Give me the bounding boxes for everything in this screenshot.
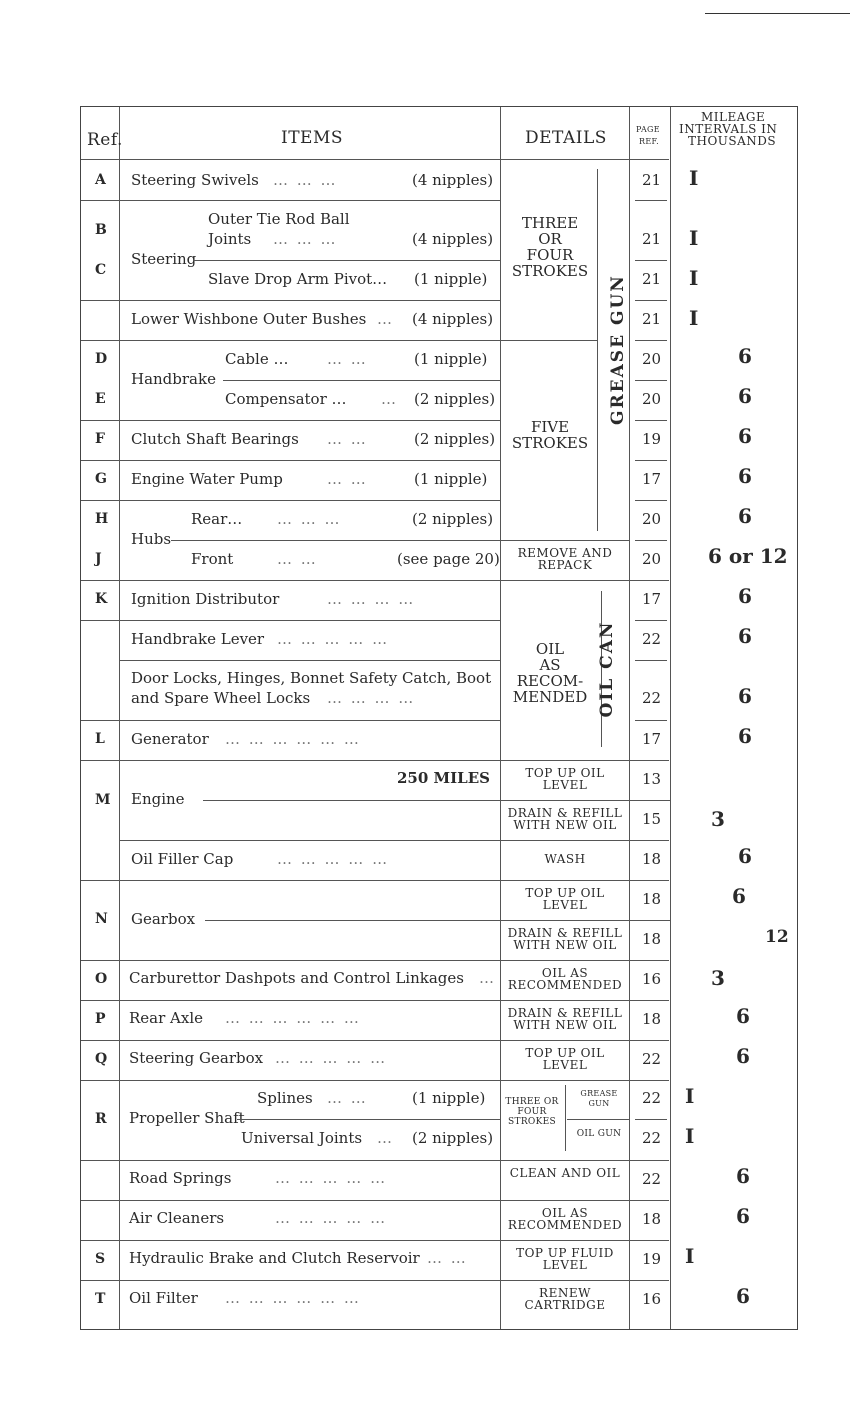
oil-can-label: OIL CAN [597, 620, 617, 718]
mileage-rs: 6 [736, 1164, 750, 1188]
ref-q: Q [95, 1051, 108, 1067]
mileage-j: 6 or 12 [708, 544, 788, 568]
ref-k: K [95, 591, 108, 607]
mileage-h: 6 [738, 504, 752, 528]
dots-hl: … … … … … [277, 630, 390, 648]
rule [203, 800, 500, 801]
item-oil-filler-cap: Oil Filler Cap [131, 850, 234, 868]
mileage-dl: 6 [738, 684, 752, 708]
page-l: 17 [642, 730, 662, 748]
page-dl: 22 [642, 689, 662, 707]
mileage-e: 6 [738, 384, 752, 408]
item-r-splines: Splines [257, 1089, 313, 1107]
ref-p: P [95, 1011, 106, 1027]
page-m-1: 13 [642, 770, 662, 788]
item-propeller-shaft: Propeller Shaft [129, 1109, 245, 1127]
ref-s: S [95, 1251, 106, 1267]
dots-l: … … … … … … [225, 730, 361, 748]
rule [567, 1119, 629, 1120]
item-p: Rear Axle [129, 1009, 204, 1027]
rule [81, 620, 500, 621]
grease-gun-bracket [597, 169, 598, 531]
header-mileage-2: INTERVALS IN [679, 122, 778, 136]
header-items: ITEMS [281, 128, 344, 148]
ref-l: L [95, 731, 105, 747]
details-r-oil-gun: OIL GUN [576, 1129, 622, 1139]
rule [635, 660, 667, 661]
mileage-a: I [689, 166, 699, 190]
item-s: Hydraulic Brake and Clutch Reservoir [129, 1249, 420, 1267]
mileage-hl: 6 [738, 624, 752, 648]
rule [81, 1200, 669, 1201]
grease-gun-label: GREASE GUN [608, 274, 628, 425]
col-divider-page [670, 107, 671, 1329]
mileage-s: I [685, 1244, 695, 1268]
rule [500, 920, 670, 921]
rule [193, 260, 500, 261]
ref-d: D [95, 351, 108, 367]
lubrication-chart-table [80, 106, 798, 1330]
item-r-universal-joints: Universal Joints [241, 1129, 363, 1147]
mileage-o: 3 [711, 966, 725, 990]
rule [635, 420, 667, 421]
dots-h: … … … [277, 510, 342, 528]
mileage-p: 6 [736, 1004, 750, 1028]
rule [635, 460, 667, 461]
qty-f: (2 nipples) [414, 430, 496, 448]
details-three-four: THREE OR FOUR STROKES [511, 214, 589, 280]
mileage-q: 6 [736, 1044, 750, 1068]
page-p: 18 [642, 1010, 662, 1028]
item-t: Oil Filter [129, 1289, 198, 1307]
rule [81, 880, 669, 881]
rule [500, 540, 629, 541]
mileage-k: 6 [738, 584, 752, 608]
rule [635, 380, 667, 381]
item-h: Rear… [191, 510, 243, 528]
item-c: Slave Drop Arm Pivot… [208, 270, 388, 288]
dots-a: … … … [273, 171, 338, 189]
qty-e: (2 nipples) [414, 390, 496, 408]
rule [635, 300, 667, 301]
item-b-2: Joints [208, 230, 252, 248]
details-five-strokes: FIVE STROKES [511, 418, 589, 452]
col-divider-ref [119, 107, 120, 1329]
dots-lw: … [377, 310, 394, 328]
details-t: RENEW CARTRIDGE [524, 1286, 606, 1312]
rule [81, 340, 500, 341]
header-page: PAGE [636, 125, 660, 134]
ref-m: M [95, 792, 111, 808]
rule [635, 340, 667, 341]
rule [81, 1000, 669, 1001]
rule [81, 460, 500, 461]
item-hubs-group: Hubs [131, 530, 172, 548]
mileage-n-1: 6 [732, 884, 746, 908]
item-l: Generator [131, 730, 209, 748]
dots-rs: … … … … … [275, 1169, 388, 1187]
item-door-locks-1: Door Locks, Hinges, Bonnet Safety Catch, Boot [131, 669, 492, 687]
details-ac: OIL AS RECOMMENDED [507, 1206, 623, 1232]
ref-b: B [95, 222, 107, 238]
ref-g: G [95, 471, 107, 487]
dots-ac: … … … … … [275, 1209, 388, 1227]
mileage-g: 6 [738, 464, 752, 488]
rule [81, 760, 669, 761]
ref-a: A [95, 172, 106, 188]
mileage-r-1: I [685, 1084, 695, 1108]
details-m-2: DRAIN & REFILL WITH NEW OIL [507, 806, 623, 832]
rule [81, 1240, 669, 1241]
rule [81, 420, 500, 421]
page-ofc: 18 [642, 850, 662, 868]
page-m-2: 15 [642, 810, 662, 828]
dots-k: … … … … [327, 590, 416, 608]
item-j: Front [191, 550, 234, 568]
page-a: 21 [642, 171, 662, 189]
qty-b: (4 nipples) [412, 230, 494, 248]
ref-t: T [95, 1291, 106, 1307]
rule [635, 500, 667, 501]
item-q: Steering Gearbox [129, 1049, 264, 1067]
item-m: Engine [131, 790, 185, 808]
header-mileage-3: THOUSANDS [688, 134, 777, 148]
ref-o: O [95, 971, 108, 987]
mileage-lw: I [689, 306, 699, 330]
item-f: Clutch Shaft Bearings [131, 430, 299, 448]
dots-e: … [381, 390, 398, 408]
mileage-d: 6 [738, 344, 752, 368]
dots-d: … … [327, 350, 368, 368]
item-a: Steering Swivels [131, 171, 259, 189]
mileage-b: I [689, 226, 699, 250]
header-ref-2: REF. [639, 137, 659, 146]
dots-s: … … [427, 1249, 468, 1267]
page-s: 19 [642, 1250, 662, 1268]
ref-n: N [95, 911, 108, 927]
page-hl: 22 [642, 630, 662, 648]
page-q: 22 [642, 1050, 662, 1068]
mileage-t: 6 [736, 1284, 750, 1308]
item-handbrake-group: Handbrake [131, 370, 216, 388]
item-road-springs: Road Springs [129, 1169, 232, 1187]
dots-j: … … [277, 550, 318, 568]
mileage-f: 6 [738, 424, 752, 448]
details-q: TOP UP OIL LEVEL [525, 1046, 605, 1072]
item-n: Gearbox [131, 910, 196, 928]
page-c: 21 [642, 270, 662, 288]
item-b-1: Outer Tie Rod Ball [208, 210, 350, 228]
rule [119, 840, 669, 841]
details-r-strokes: THREE OR FOUR STROKES [505, 1097, 559, 1127]
col-divider-details [629, 107, 630, 1329]
page-g: 17 [642, 470, 662, 488]
ref-e: E [95, 391, 106, 407]
qty-r-2: (2 nipples) [412, 1129, 494, 1147]
page-r-1: 22 [642, 1089, 662, 1107]
rule [237, 1119, 500, 1120]
rule [635, 720, 667, 721]
mileage-r-2: I [685, 1124, 695, 1148]
dots-q: … … … … … [275, 1049, 388, 1067]
rule [635, 540, 667, 541]
mileage-n-2: 12 [765, 927, 789, 947]
dots-b: … … … [273, 230, 338, 248]
item-k: Ignition Distributor [131, 590, 280, 608]
rule [81, 960, 669, 961]
rule [81, 720, 500, 721]
item-o: Carburettor Dashpots and Control Linkages [129, 969, 464, 987]
rule [635, 620, 667, 621]
rule [500, 800, 670, 801]
details-n-1: TOP UP OIL LEVEL [525, 886, 605, 912]
rule [81, 500, 500, 501]
rule [635, 200, 667, 201]
col-divider-items [500, 107, 501, 1329]
page-j: 20 [642, 550, 662, 568]
mileage-ofc: 6 [738, 844, 752, 868]
header-details: DETAILS [525, 128, 607, 148]
qty-r-1: (1 nipple) [412, 1089, 486, 1107]
rule [635, 1119, 667, 1120]
mileage-ac: 6 [736, 1204, 750, 1228]
dots-r2: … [377, 1129, 394, 1147]
dots-o: … [479, 969, 496, 987]
page-t: 16 [642, 1290, 662, 1308]
qty-a: (4 nipples) [412, 171, 494, 189]
details-n-2: DRAIN & REFILL WITH NEW OIL [507, 926, 623, 952]
qty-d: (1 nipple) [414, 350, 488, 368]
rule [171, 540, 500, 541]
page-k: 17 [642, 590, 662, 608]
details-ofc: WASH [544, 852, 586, 866]
qty-g: (1 nipple) [414, 470, 488, 488]
page-r-2: 22 [642, 1129, 662, 1147]
rule [81, 300, 500, 301]
dots-g: … … [327, 470, 368, 488]
item-handbrake-lever: Handbrake Lever [131, 630, 265, 648]
details-p: DRAIN & REFILL WITH NEW OIL [507, 1006, 623, 1032]
ref-c: C [95, 262, 107, 278]
item-air-cleaners: Air Cleaners [129, 1209, 225, 1227]
item-lower-wishbone: Lower Wishbone Outer Bushes [131, 310, 367, 328]
rule [81, 1160, 669, 1161]
header-ref: Ref. [87, 130, 123, 150]
rule [81, 1040, 669, 1041]
page-ac: 18 [642, 1210, 662, 1228]
page-e: 20 [642, 390, 662, 408]
header-rule [81, 159, 669, 160]
dots-dl: … … … … [327, 689, 416, 707]
details-o: OIL AS RECOMMENDED [507, 966, 623, 992]
dots-p: … … … … … … [225, 1009, 361, 1027]
header-mileage-1: MILEAGE [701, 110, 766, 124]
page-n-1: 18 [642, 890, 662, 908]
qty-j: (see page 20) [397, 550, 500, 568]
qty-lw: (4 nipples) [412, 310, 494, 328]
rule [81, 1080, 669, 1081]
details-j: REMOVE AND REPACK [517, 546, 613, 572]
details-oil-as-recommended: OIL AS RECOM- MENDED [512, 640, 588, 706]
item-e: Compensator … [225, 390, 347, 408]
rule [223, 380, 500, 381]
mileage-m: 3 [711, 807, 725, 831]
page-n-2: 18 [642, 930, 662, 948]
rule [81, 200, 500, 201]
item-steering-group: Steering [131, 250, 197, 268]
dots-r1: … … [327, 1089, 368, 1107]
page-o: 16 [642, 970, 662, 988]
page-lw: 21 [642, 310, 662, 328]
dots-t: … … … … … … [225, 1289, 361, 1307]
item-d: Cable … [225, 350, 289, 368]
ref-j: J [95, 551, 102, 567]
item-g: Engine Water Pump [131, 470, 283, 488]
qty-h: (2 nipples) [412, 510, 494, 528]
r-divider [565, 1085, 566, 1151]
dots-ofc: … … … … … [277, 850, 390, 868]
rule [635, 260, 667, 261]
rule [81, 580, 669, 581]
details-r-grease-gun: GREASE GUN [580, 1089, 618, 1108]
details-rs: CLEAN AND OIL [509, 1166, 621, 1180]
ref-h: H [95, 511, 109, 527]
dots-f: … … [327, 430, 368, 448]
page-f: 19 [642, 430, 662, 448]
page-h: 20 [642, 510, 662, 528]
note-250-miles: 250 MILES [397, 769, 490, 787]
qty-c: (1 nipple) [414, 270, 488, 288]
details-m-1: TOP UP OIL LEVEL [525, 766, 605, 792]
item-door-locks-2: and Spare Wheel Locks [131, 689, 311, 707]
rule [119, 660, 500, 661]
top-rule [705, 13, 850, 14]
page-rs: 22 [642, 1170, 662, 1188]
rule [205, 920, 500, 921]
ref-r: R [95, 1111, 107, 1127]
mileage-l: 6 [738, 724, 752, 748]
rule [81, 1280, 669, 1281]
rule [500, 340, 597, 341]
page-b: 21 [642, 230, 662, 248]
page-d: 20 [642, 350, 662, 368]
mileage-c: I [689, 266, 699, 290]
details-s: TOP UP FLUID LEVEL [516, 1246, 614, 1272]
ref-f: F [95, 431, 105, 447]
